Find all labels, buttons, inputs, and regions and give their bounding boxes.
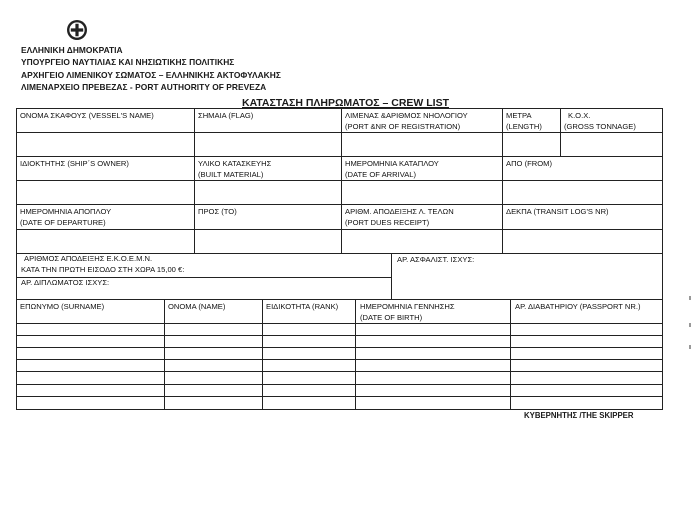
column-divider — [510, 299, 511, 410]
license-label: ΑΡ. ΔΙΠΛΩΜΑΤΟΣ ΙΣΧΥΣ: — [21, 278, 110, 287]
name-header: ΟΝΟΜΑ (NAME) — [168, 302, 226, 311]
row-divider — [16, 299, 663, 300]
port-registration-label-en: (PORT &NR OF REGISTRATION) — [345, 122, 461, 131]
port-dues-label-en: (PORT DUES RECEIPT) — [345, 218, 430, 227]
transit-log-label: ΔΕΚΠΑ (TRANSIT LOG'S NR) — [506, 207, 609, 216]
gross-tonnage-label: Κ.Ο.Χ. — [568, 111, 591, 120]
ekoemn-receipt-label-line2: ΚΑΤΑ ΤΗΝ ΠΡΩΤΗ ΕΙΣΟΔΟ ΣΤΗ ΧΩΡΑ 15,00 €: — [21, 265, 185, 274]
port-dues-label: ΑΡΙΘΜ. ΑΠΟΔΕΙΞΗΣ Λ. ΤΕΛΩΝ — [345, 207, 454, 216]
header-port-authority: ΛΙΜΕΝΑΡΧΕΙΟ ΠΡΕΒΕΖΑΣ - PORT AUTHORITY OF PREVEZA — [21, 82, 267, 92]
column-divider — [341, 108, 342, 253]
passport-header: ΑΡ. ΔΙΑΒΑΤΗΡΙΟΥ (PASSPORT NR.) — [515, 302, 641, 311]
length-label: ΜΕΤΡΑ — [506, 111, 532, 120]
crew-list-form — [16, 108, 663, 410]
flag-label: ΣΗΜΑΙΑ (FLAG) — [198, 111, 254, 120]
column-divider — [194, 108, 195, 253]
table-border-left — [16, 108, 17, 410]
crew-row-line — [16, 384, 663, 385]
crew-row-line — [16, 359, 663, 360]
arrival-date-label: ΗΜΕΡΟΜΗΝΙΑ ΚΑΤΑΠΛΟΥ — [345, 159, 439, 168]
greek-coat-of-arms-icon — [66, 19, 88, 41]
column-divider — [262, 299, 263, 410]
crew-row-line — [16, 371, 663, 372]
header-ministry: ΥΠΟΥΡΓΕΙΟ ΝΑΥΤΙΛΙΑΣ ΚΑΙ ΝΗΣΙΩΤΙΚΗΣ ΠΟΛΙΤΙΚΗΣ — [21, 57, 235, 67]
table-border-right — [662, 108, 663, 410]
column-divider — [164, 299, 165, 410]
row-divider — [16, 229, 663, 230]
birth-date-header: ΗΜΕΡΟΜΗΝΙΑ ΓΕΝΝΗΣΗΣ — [360, 302, 455, 311]
column-divider — [391, 253, 392, 299]
birth-date-header-en: (DATE OF BIRTH) — [360, 313, 423, 322]
column-divider — [560, 108, 561, 156]
to-label: ΠΡΟΣ (TO) — [198, 207, 237, 216]
rank-header: ΕΙΔΙΚΟΤΗΤΑ (RANK) — [266, 302, 339, 311]
row-divider — [16, 156, 663, 157]
gross-tonnage-label-en: (GROSS TONNAGE) — [564, 122, 636, 131]
form-title: ΚΑΤΑΣΤΑΣΗ ΠΛΗΡΩΜΑΤΟΣ – CREW LIST — [242, 97, 449, 109]
column-divider — [502, 108, 503, 253]
row-divider — [16, 204, 663, 205]
skipper-signature-label: ΚΥΒΕΡΝΗΤΗΣ /THE SKIPPER — [524, 411, 634, 420]
length-label-en: (LENGTH) — [506, 122, 542, 131]
departure-date-label-en: (DATE OF DEPARTURE) — [20, 218, 106, 227]
crew-row-line — [16, 335, 663, 336]
header-republic: ΕΛΛΗΝΙΚΗ ΔΗΜΟΚΡΑΤΙΑ — [21, 45, 123, 55]
crew-row-line — [16, 323, 663, 324]
column-divider — [355, 299, 356, 410]
header-coast-guard: ΑΡΧΗΓΕΙΟ ΛΙΜΕΝΙΚΟΥ ΣΩΜΑΤΟΣ – ΕΛΛΗΝΙΚΗΣ ΑΚΤΟΦΥΛΑΚΗΣ — [21, 70, 281, 80]
from-label: ΑΠΟ (FROM) — [506, 159, 552, 168]
crew-row-line — [16, 396, 663, 397]
insurance-label: ΑΡ. ΑΣΦΑΛΙΣΤ. ΙΣΧΥΣ: — [397, 255, 475, 264]
built-material-label: ΥΛΙΚΟ ΚΑΤΑΣΚΕΥΗΣ — [198, 159, 272, 168]
vessel-name-label: ΟΝΟΜΑ ΣΚΑΦΟΥΣ (VESSEL'S NAME) — [20, 111, 154, 120]
crew-row-line — [16, 347, 663, 348]
arrival-date-label-en: (DATE OF ARRIVAL) — [345, 170, 417, 179]
row-divider — [16, 180, 663, 181]
built-material-label-en: (BUILT MATERIAL) — [198, 170, 264, 179]
surname-header: ΕΠΩΝΥΜΟ (SURNAME) — [20, 302, 105, 311]
ekoemn-receipt-label: ΑΡΙΘΜΟΣ ΑΠΟΔΕΙΞΗΣ Ε.Κ.Ο.Ε.Μ.Ν. — [24, 254, 153, 263]
departure-date-label: ΗΜΕΡΟΜΗΝΙΑ ΑΠΟΠΛΟΥ — [20, 207, 112, 216]
port-registration-label: ΛΙΜΕΝΑΣ &ΑΡΙΘΜΟΣ ΝΗΟΛΟΓΙΟΥ — [345, 111, 468, 120]
table-border-bottom — [16, 409, 663, 410]
owner-label: ΙΔΙΟΚΤΗΤΗΣ (SHIP΄S OWNER) — [20, 159, 129, 168]
table-border-top — [16, 108, 663, 109]
